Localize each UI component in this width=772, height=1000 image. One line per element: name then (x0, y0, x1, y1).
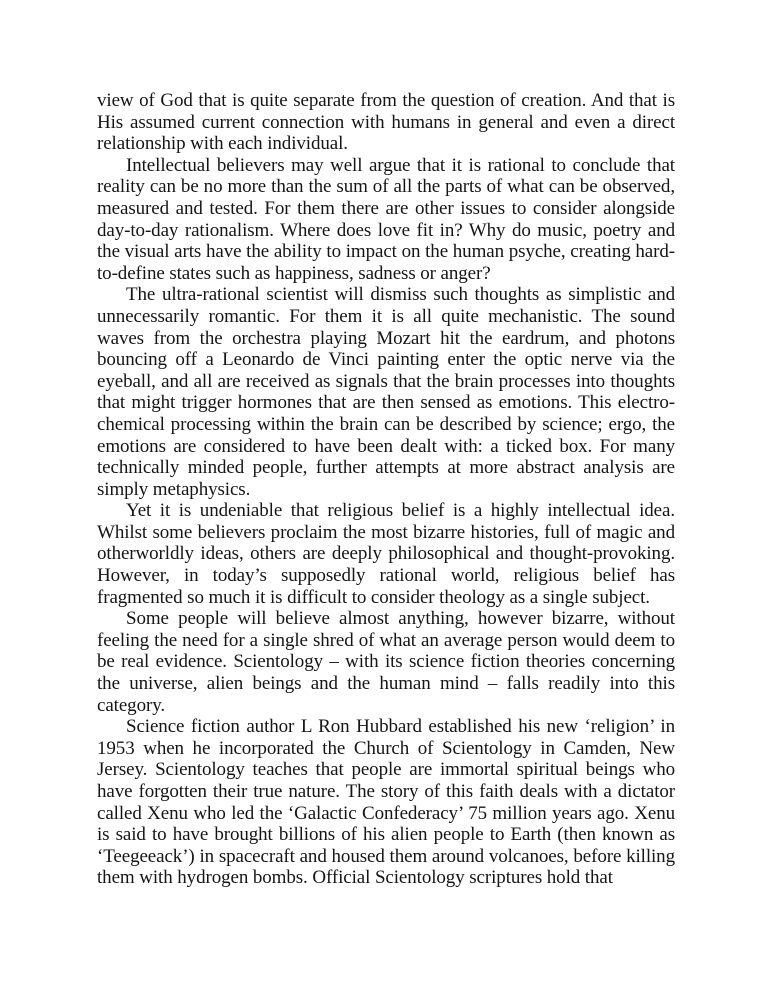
paragraph-scientology: Science fiction author L Ron Hubbard established his new ‘religion’ in 1953 when he incorporated the Church of Scientology in Camden, New Jersey. Scientology teaches that people are immortal spiritual beings who have forgotten their true nature. The story of this faith deals with a dictator called Xenu who led the ‘Galactic Confederacy’ 75 million years ago. Xenu is said to have brought billions of his alien people to Earth (then known as ‘Teegeeack’) in spacecraft and housed them around volcanoes, before killing them with hydrogen bombs. Official Scientology scriptures hold that (97, 716, 675, 889)
paragraph-continued: view of God that is quite separate from the question of creation. And that is His assumed current connection with humans in general and even a direct relationship with each individual. (97, 90, 675, 155)
paragraph-ultra-rational-scientist: The ultra-rational scientist will dismiss such thoughts as simplistic and unnecessarily romantic. For them it is all quite mechanistic. The sound waves from the orchestra playing Mozart hit the eardrum, and photons bouncing off a Leonardo de Vinci painting enter the optic nerve via the eyeball, and all are received as signals that the brain processes into thoughts that might trigger hormones that are then sensed as emotions. This electro-chemical processing within the brain can be described by science; ergo, the emotions are considered to have been dealt with: a ticked box. For many technically minded people, further attempts at more abstract analysis are simply metaphysics. (97, 284, 675, 500)
paragraph-believe-anything: Some people will believe almost anything, however bizarre, without feeling the need for a single shred of what an average person would deem to be real evidence. Scientology – with its science fiction theories concerning the universe, alien beings and the human mind – falls readily into this category. (97, 608, 675, 716)
body-text (97, 90, 675, 889)
paragraph-intellectual-believers: Intellectual believers may well argue that it is rational to conclude that reality can be no more than the sum of all the parts of what can be observed, measured and tested. For them there are other issues to consider alongside day-to-day rationalism. Where does love fit in? Why do music, poetry and the visual arts have the ability to impact on the human psyche, creating hard-to-define states such as happiness, sadness or anger? (97, 154, 675, 284)
paragraph-religious-belief: Yet it is undeniable that religious belief is a highly intellectual idea. Whilst some believers proclaim the most bizarre histories, full of magic and otherworldly ideas, others are deeply philosophical and thought-provoking. However, in today’s supposedly rational world, religious belief has fragmented so much it is difficult to consider theology as a single subject. (97, 500, 675, 608)
